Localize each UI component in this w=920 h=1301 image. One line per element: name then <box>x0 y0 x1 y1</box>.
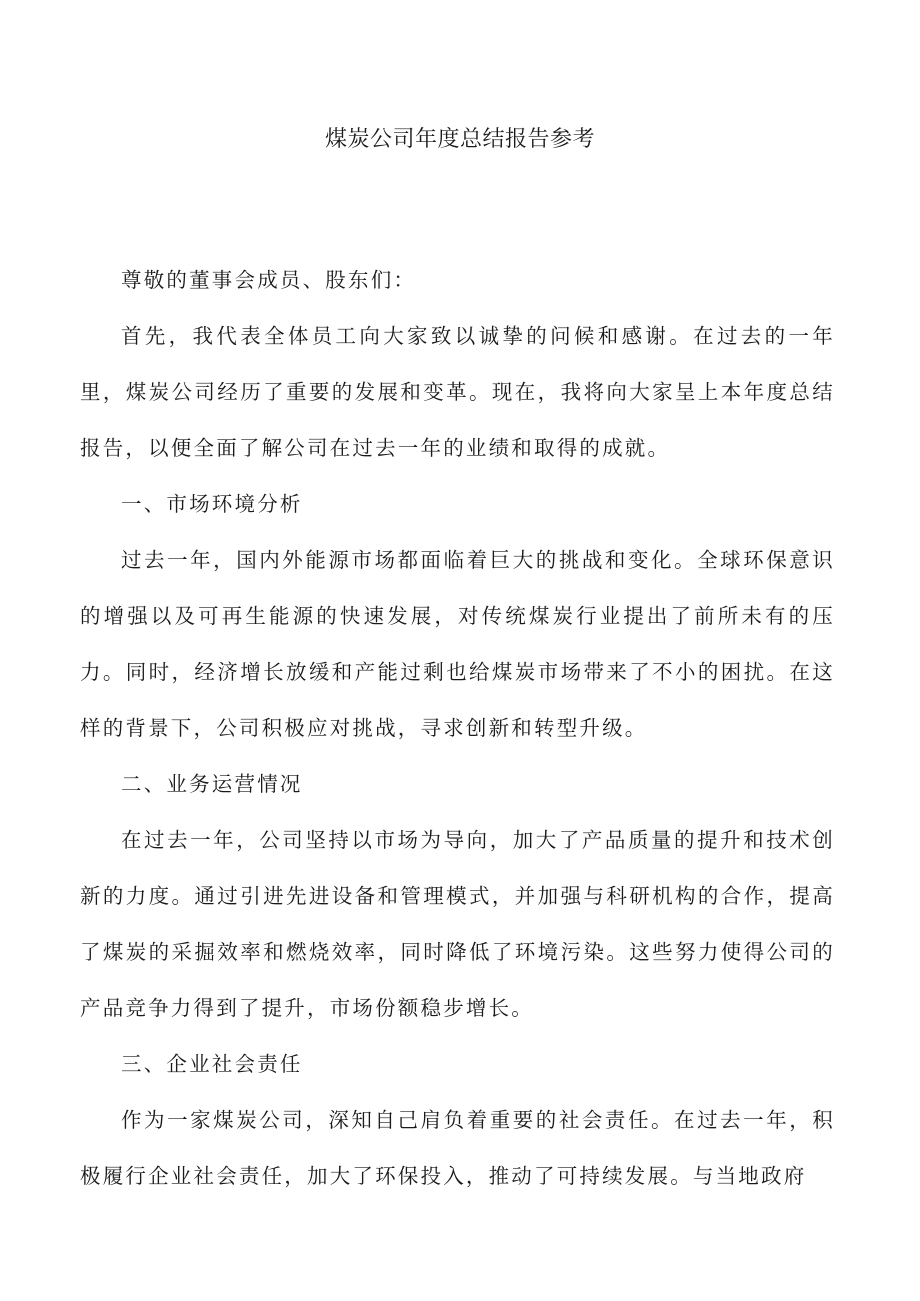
section-heading-responsibility: 三、企业社会责任 <box>121 1052 303 1076</box>
section-heading-operations: 二、业务运营情况 <box>121 772 303 796</box>
intro-paragraph: 首先，我代表全体员工向大家致以诚挚的问候和感谢。在过去的一年里，煤炭公司经历了重要的发展和变革。现在，我将向大家呈上本年度总结报告，以便全面了解公司在过去一年的业绩和取得的成就。 <box>80 324 835 460</box>
section-text-market: 过去一年，国内外能源市场都面临着巨大的挑战和变化。全球环保意识的增强以及可再生能源的快速发展，对传统煤炭行业提出了前所未有的压力。同时，经济增长放缓和产能过剩也给煤炭市场带来了不小的困扰。在这样的背景下，公司积极应对挑战，寻求创新和转型升级。 <box>80 548 835 740</box>
section-text-responsibility: 作为一家煤炭公司，深知自己肩负着重要的社会责任。在过去一年，积极履行企业社会责任，加大了环保投入，推动了可持续发展。与当地政府 <box>80 1108 835 1188</box>
document-body <box>80 252 835 1204</box>
section-text-operations: 在过去一年，公司坚持以市场为导向，加大了产品质量的提升和技术创新的力度。通过引进先进设备和管理模式，并加强与科研机构的合作，提高了煤炭的采掘效率和燃烧效率，同时降低了环境污染。这些努力使得公司的产品竞争力得到了提升，市场份额稳步增长。 <box>80 828 835 1020</box>
document-title: 煤炭公司年度总结报告参考 <box>324 127 595 152</box>
section-heading-market: 一、市场环境分析 <box>121 492 303 516</box>
greeting: 尊敬的董事会成员、股东们： <box>121 268 417 292</box>
